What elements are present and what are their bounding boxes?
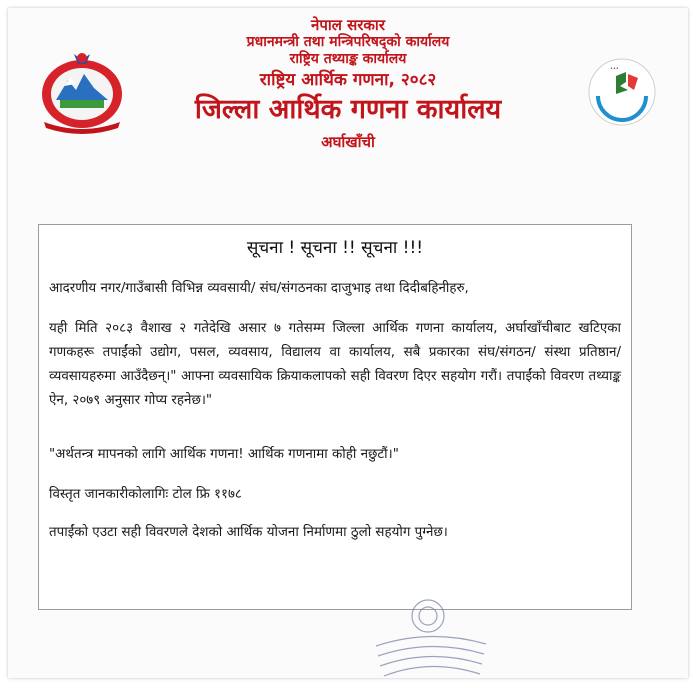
- notice-slogan: "अर्थतन्त्र मापनको लागि आर्थिक गणना! आर्थिक गणनामा कोही नछुटौं।": [49, 447, 399, 462]
- notice-contact: विस्तृत जानकारीकोलागिः टोल फ्रि ११७८: [49, 487, 242, 502]
- svg-text:•••: •••: [610, 66, 619, 72]
- header-line-2: प्रधानमन्त्री तथा मन्त्रिपरिषद्‌को कार्यालय: [246, 34, 450, 50]
- district-name: अर्घाखाँची: [321, 133, 375, 152]
- notice-page: [8, 8, 688, 678]
- header-line-4: राष्ट्रिय आर्थिक गणना, २०८२: [259, 69, 437, 90]
- notice-body: यही मिति २०८३ वैशाख २ गतेदेखि असार ७ गतेसम्म जिल्ला आर्थिक गणना कार्यालय, अर्घाखाँचीबाट खटिएका गणकहरू तपाईंको उद्योग, पसल, व्यवसाय, विद्यालय वा कार्यालय, सबै प्रकारका संघ/संगठन/ संस्था प्रतिष्ठान/ व्यवसायहरुमा आउँदैछन्।" आफ्ना व्यवसायिक क्रियाकलापको सही विवरण दिएर सहयोग गरौं। तपाईंको विवरण तथ्याङ्क ऐन, २०७९ अनुसार गोप्य रहनेछ।": [49, 321, 621, 408]
- notice-salutation: आदरणीय नगर/गाउँबासी विभिन्न व्यवसायी/ संघ/संगठनका दाजुभाइ तथा दिदीबहिनीहरु,: [49, 281, 469, 296]
- notice-title: सूचना ! सूचना !! सूचना !!!: [246, 238, 424, 258]
- header-line-1: नेपाल सरकार: [311, 16, 385, 34]
- notice-closing: तपाईंको एउटा सही विवरणले देशको आर्थिक योजना निर्माणमा ठुलो सहयोग पुग्नेछ।: [49, 525, 448, 540]
- notice-box: [38, 224, 632, 610]
- office-title: जिल्ला आर्थिक गणना कार्यालय: [194, 93, 502, 125]
- header-line-3: राष्ट्रिय तथ्याङ्क कार्यालय: [289, 50, 407, 67]
- letterhead: [8, 16, 688, 152]
- office-stamp-icon: [370, 594, 490, 684]
